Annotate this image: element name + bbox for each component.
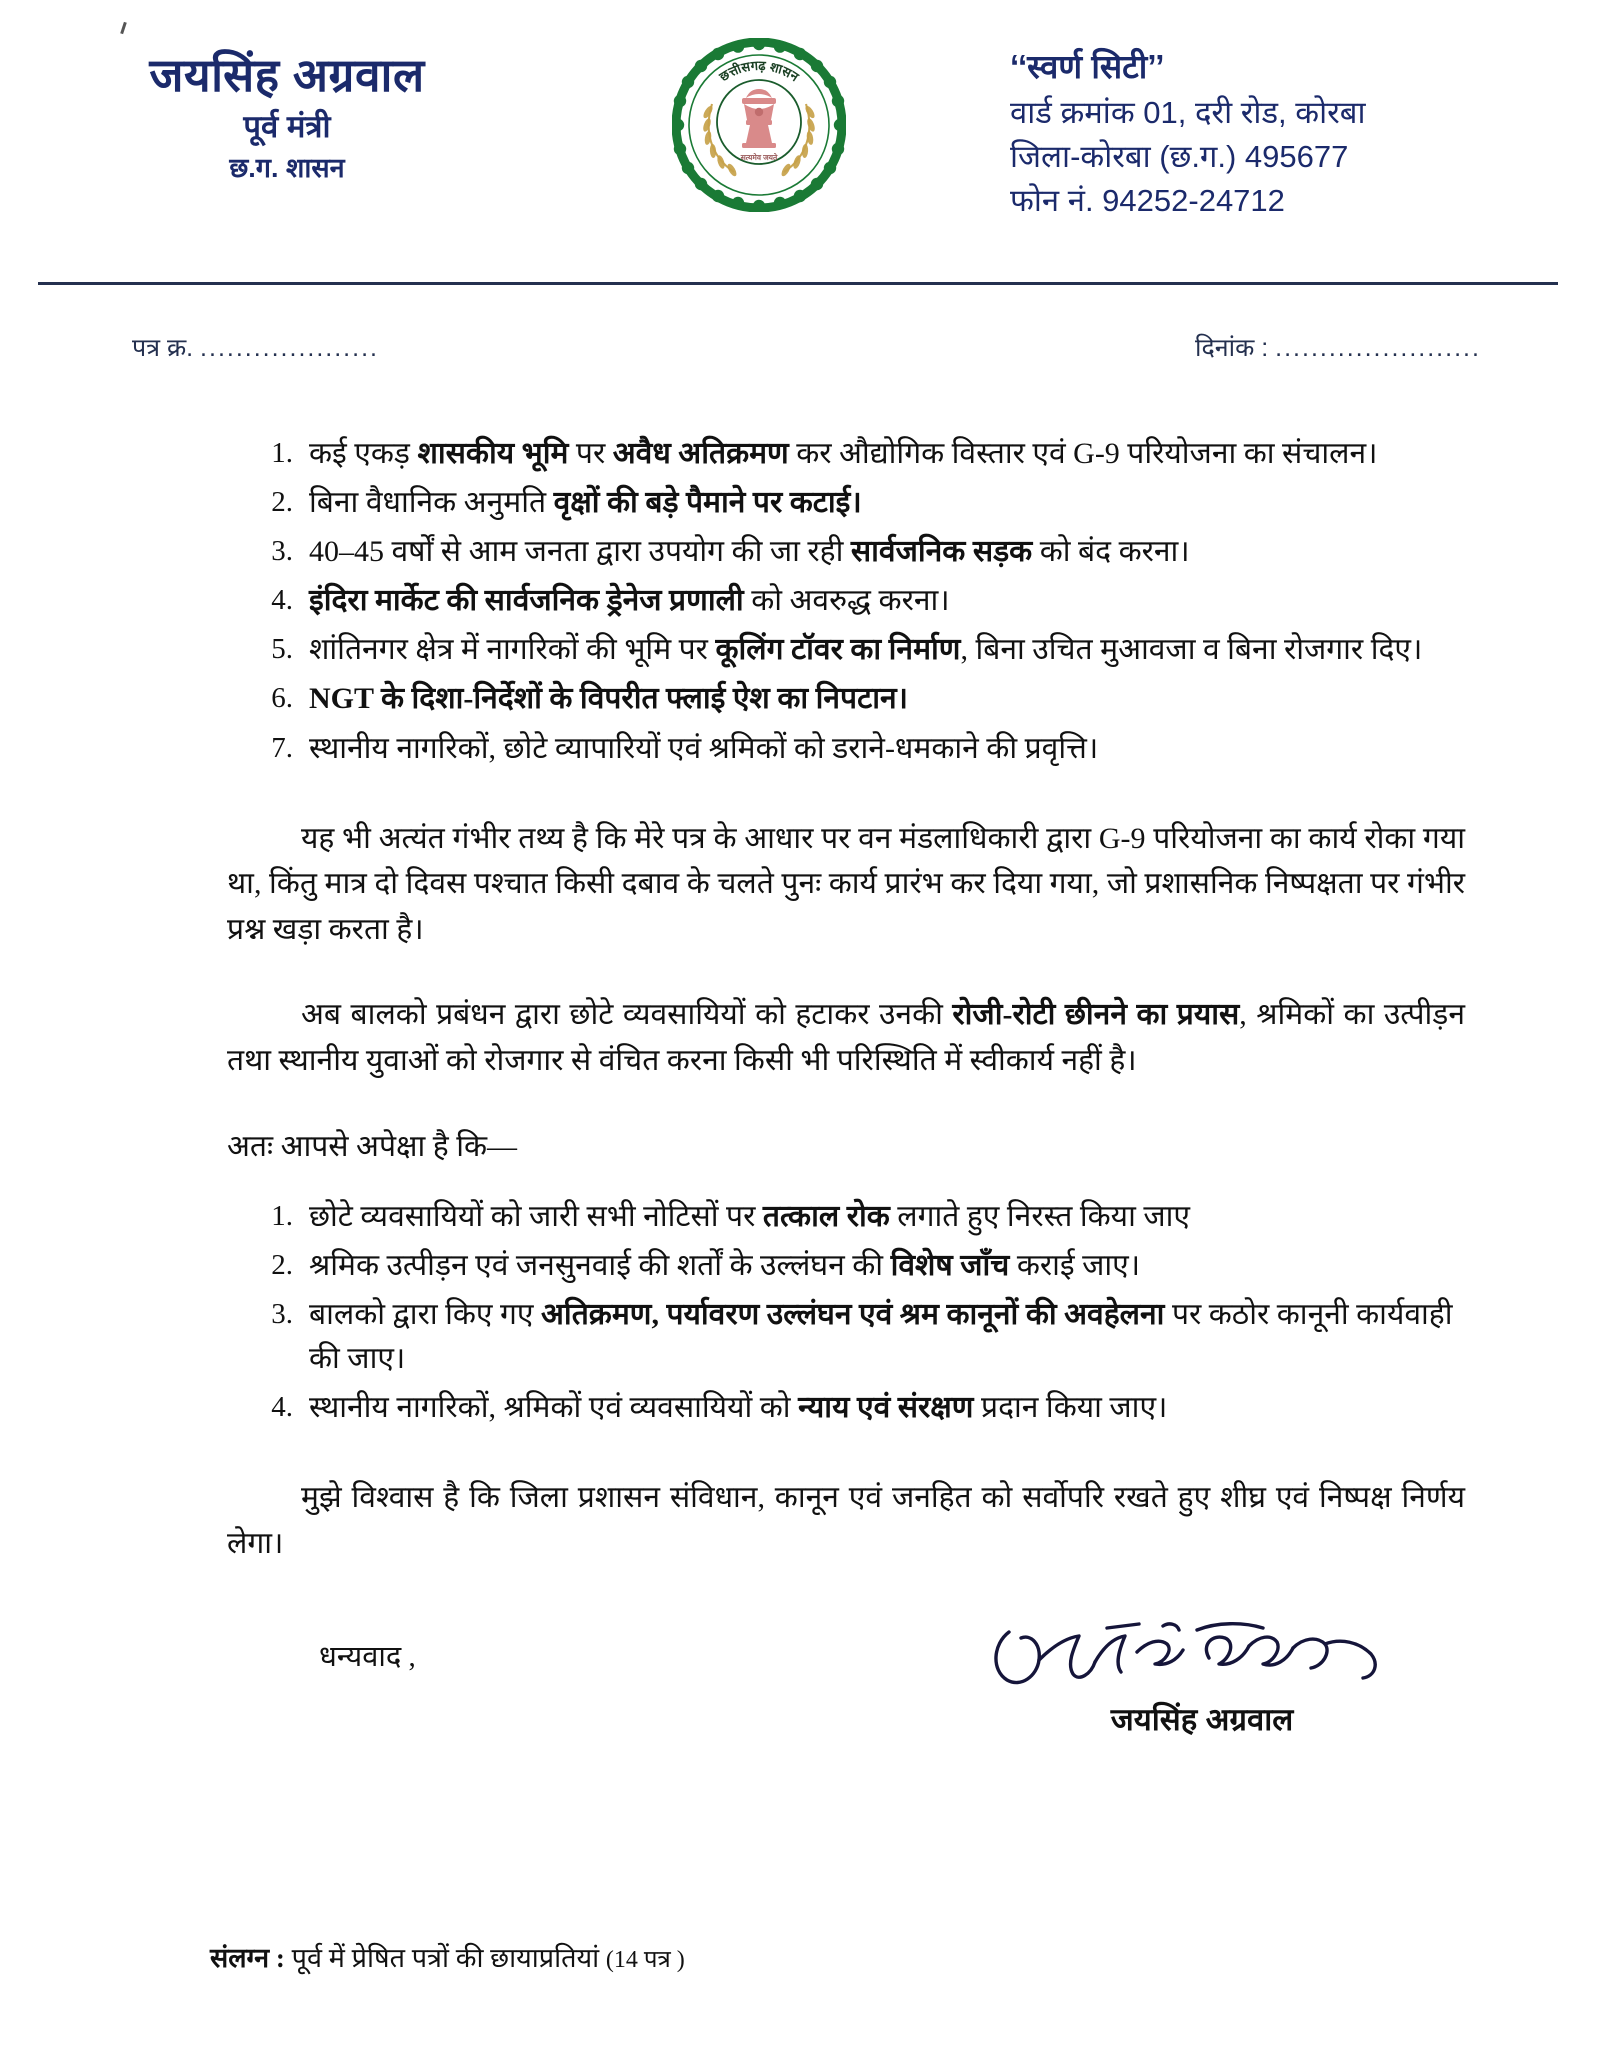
request-item — [299, 1293, 1465, 1381]
complaints-list — [227, 432, 1465, 771]
date-blank: ....................... — [1275, 334, 1481, 362]
emblem-caption: छत्तीसगढ़ शासन — [716, 57, 802, 85]
emphasis-run: रोजी-रोटी छीनने का प्रयास — [952, 998, 1240, 1032]
letter-body — [0, 432, 1600, 1828]
text-run: श्रमिक उत्पीड़न एवं जनसुनवाई की शर्तों के उल्लंघन की — [309, 1248, 891, 1282]
requests-intro: अतः आपसे अपेक्षा है कि— — [227, 1129, 518, 1163]
emphasis-run: न्याय एवं संरक्षण — [798, 1391, 974, 1424]
emphasis-run: अतिक्रमण, पर्यावरण उल्लंघन एवं श्रम कानूनों की अवहेलना — [541, 1297, 1165, 1331]
paragraph-closing-confidence: मुझे विश्वास है कि जिला प्रशासन संविधान, कानून एवं जनहित को सर्वोपरि रखते हुए शीघ्र एवं निष्पक्ष निर्णय लेगा। — [227, 1481, 1465, 1560]
text-run: स्थानीय नागरिकों, छोटे व्यापारियों एवं श्रमिकों को डराने-धमकाने की प्रवृत्ति। — [309, 731, 1099, 765]
signatory — [987, 1618, 1417, 1740]
emblem-motto: सत्यमेव जयते — [740, 153, 778, 162]
emphasis-run: सार्वजनिक सड़क — [850, 535, 1033, 569]
sender-government: छ.ग. शासन — [229, 152, 345, 183]
address-line-1: वार्ड क्रमांक 01, दरी रोड, कोरबा — [1010, 94, 1366, 130]
letterhead-identity — [52, 48, 522, 185]
date-label: दिनांक : — [1195, 334, 1269, 362]
complaint-item — [299, 727, 1465, 771]
requests-list — [227, 1195, 1465, 1430]
text-run: अब बालको प्रबंधन द्वारा छोटे व्यवसायियों को हटाकर उनकी — [301, 998, 953, 1032]
text-run: कर औद्योगिक विस्तार एवं G-9 परियोजना का संचालन। — [788, 437, 1378, 470]
enclosure-note — [210, 1938, 685, 1975]
complaint-item — [299, 579, 1465, 623]
text-run: पर — [568, 437, 613, 470]
emphasis-run: वृक्षों की बड़े पैमाने पर कटाई। — [553, 486, 862, 520]
enclosure-label: संलग्न : — [210, 1943, 285, 1973]
text-run: , श्रमिकों का उत्पीड़न तथा स्थानीय युवाओं को रोजगार से वंचित करना किसी भी परिस्थिति में स्वीकार्य नहीं है। — [227, 998, 1465, 1078]
letter-number-blank: .................... — [200, 334, 379, 362]
handwritten-signature-icon — [987, 1618, 1417, 1696]
chhattisgarh-government-emblem-icon — [672, 38, 846, 212]
text-run: पर कठोर कानूनी कार्यवाही की जाए। — [309, 1297, 1453, 1375]
emphasis-run: इंदिरा मार्केट की सार्वजनिक ड्रेनेज प्रणाली — [309, 584, 744, 618]
letter-number-label: पत्र क्र. — [132, 334, 194, 362]
text-run: कई एकड़ — [309, 437, 418, 470]
enclosure-text: पूर्व में प्रेषित पत्रों की छायाप्रतियां — [291, 1943, 600, 1973]
request-item — [299, 1195, 1465, 1239]
emphasis-run: विशेष जाँच — [890, 1248, 1010, 1282]
complaint-item — [299, 677, 1465, 721]
paragraph-balco-management — [227, 992, 1465, 1083]
text-run: बालको द्वारा किए गए — [309, 1297, 541, 1331]
text-run: को अवरुद्ध करना। — [743, 584, 950, 618]
text-run: शांतिनगर क्षेत्र में नागरिकों की भूमि पर — [309, 633, 716, 667]
paragraph-forest-officer: यह भी अत्यंत गंभीर तथ्य है कि मेरे पत्र के आधार पर वन मंडलाधिकारी द्वारा G-9 परियोजना का कार्य रोका गया था, किंतु मात्र दो दिवस पश्चात किसी दबाव के चलते पुनः कार्य प्रारंभ कर दिया गया, जो प्रशासनिक निष्पक्षता पर गंभीर प्रश्न खड़ा करता है। — [227, 821, 1465, 946]
emphasis-run: शासकीय भूमि — [417, 437, 569, 470]
letterhead — [0, 0, 1600, 272]
emphasis-run: कूलिंग टॉवर का निर्माण — [715, 633, 961, 667]
stray-ink-mark — [120, 22, 127, 34]
address-line-2: जिला-कोरबा (छ.ग.) 495677 — [1010, 138, 1349, 174]
address-phone: फोन नं. 94252-24712 — [1010, 182, 1285, 218]
emphasis-run: NGT के दिशा-निर्देशों के विपरीत फ्लाई ऐश का निपटान। — [309, 682, 909, 716]
thanks-text: धन्यवाद , — [319, 1641, 416, 1674]
text-run: छोटे व्यवसायियों को जारी सभी नोटिसों पर — [309, 1199, 763, 1233]
reference-date-row — [0, 330, 1600, 380]
emphasis-run: तत्काल रोक — [762, 1199, 890, 1233]
text-run: प्रदान किया जाए। — [973, 1391, 1168, 1424]
text-run: को बंद करना। — [1032, 535, 1190, 569]
complaint-item — [299, 530, 1465, 574]
text-run: , बिना उचित मुआवजा व बिना रोजगार दिए। — [960, 633, 1423, 667]
text-run: बिना वैधानिक अनुमति — [309, 486, 554, 520]
complaint-item — [299, 628, 1465, 672]
sender-role: पूर्व मंत्री — [243, 109, 331, 145]
text-run: लगाते हुए निरस्त किया जाए — [889, 1199, 1190, 1233]
sender-name: जयसिंह अग्रवाल — [149, 49, 425, 101]
text-run: कराई जाए। — [1009, 1248, 1141, 1282]
emphasis-run: अवैध अतिक्रमण — [612, 437, 789, 470]
address-title: ‘‘स्वर्ण सिटी’’ — [1010, 48, 1165, 85]
signature-printed-name: जयसिंह अग्रवाल — [1110, 1702, 1294, 1738]
request-item — [299, 1386, 1465, 1430]
request-item — [299, 1244, 1465, 1288]
complaint-item — [299, 432, 1465, 476]
enclosure-count: (14 पत्र ) — [605, 1947, 685, 1973]
text-run: स्थानीय नागरिकों, श्रमिकों एवं व्यवसायियों को — [309, 1391, 799, 1424]
signature-block — [227, 1618, 1465, 1828]
text-run: 40–45 वर्षों से आम जनता द्वारा उपयोग की जा रही — [309, 535, 851, 569]
date-field — [1195, 330, 1481, 364]
complaint-item — [299, 481, 1465, 525]
letter-number-field — [132, 330, 379, 364]
header-divider — [38, 282, 1558, 285]
sender-address-block — [1010, 44, 1570, 223]
